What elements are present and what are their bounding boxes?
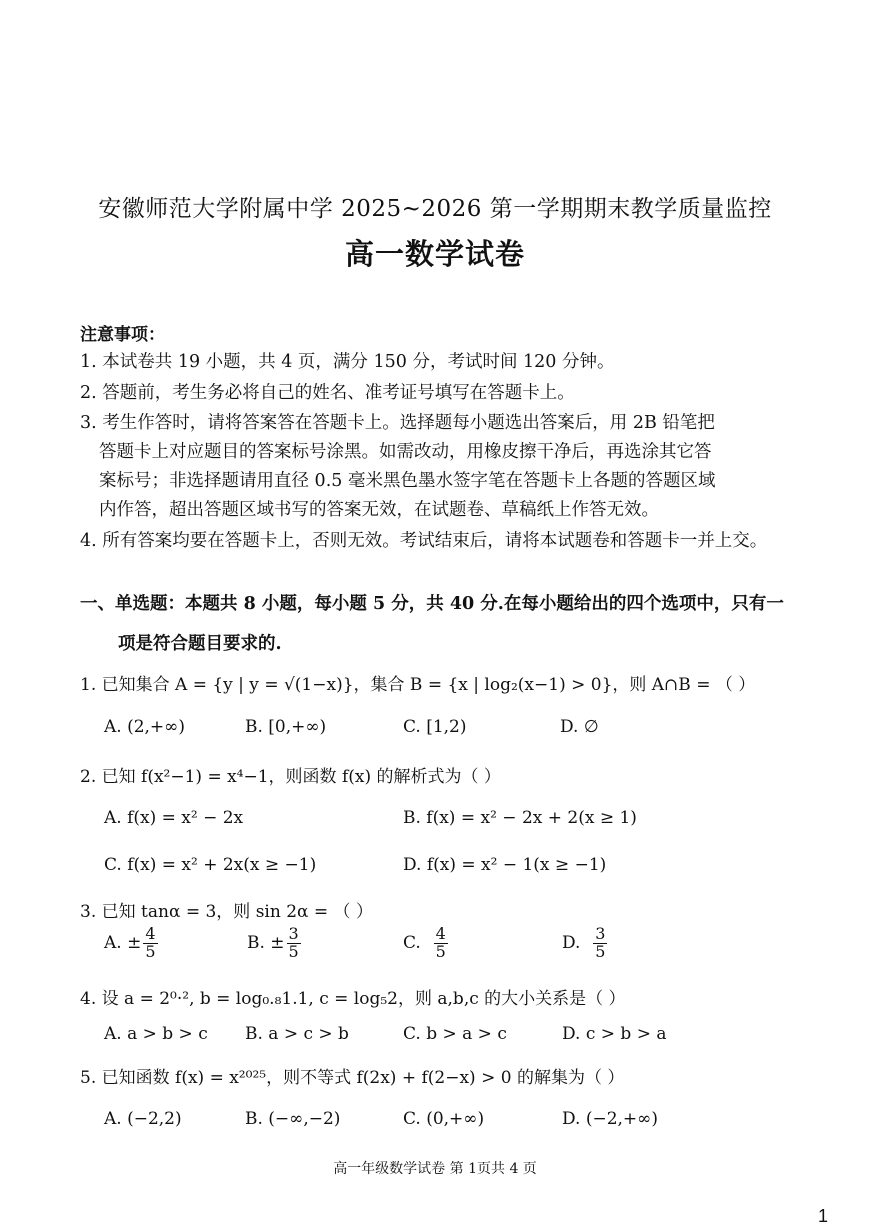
notice-item-1: 1. 本试卷共 19 小题，共 4 页，满分 150 分，考试时间 120 分钟。 [80,352,615,372]
q3-option-d-label: D. [562,932,581,953]
q3-option-a-label: A. ± [104,932,142,953]
denominator: 5 [288,941,299,961]
question-1-stem: 1. 已知集合 A = {y | y = √(1−x)}，集合 B = {x | log₂(x−1) > 0}，则 A∩B = （ ） [80,675,756,695]
question-5-stem: 5. 已知函数 f(x) = x²⁰²⁵，则不等式 f(2x) + f(2−x) > 0 的解集为（ ） [80,1068,625,1088]
notice-item-4: 4. 所有答案均要在答题卡上，否则无效。考试结束后，请将本试题卷和答题卡一并上交。 [80,531,768,551]
q3-option-c-label: C. [403,932,421,953]
question-3-stem: 3. 已知 tanα = 3，则 sin 2α = （ ） [80,902,373,922]
page-footer: 高一年级数学试卷 第 1页共 4 页 [333,1161,537,1177]
q5-option-b: B. (−∞,−2) [245,1109,341,1129]
q3-option-d-fraction [593,926,607,961]
q4-option-c: C. b > a > c [403,1024,507,1044]
q4-option-d: D. c > b > a [562,1024,667,1044]
notice-item-3-line-1: 3. 考生作答时，请将答案答在答题卡上。选择题每小题选出答案后，用 2B 铅笔把 [80,413,715,433]
q4-option-a: A. a > b > c [104,1024,208,1044]
page-number: 1 [818,1206,829,1226]
denominator: 5 [435,941,446,961]
q4-option-b: B. a > c > b [245,1024,349,1044]
q5-option-d: D. (−2,+∞) [562,1109,658,1129]
numerator: 4 [435,924,446,943]
q1-option-d: D. ∅ [560,717,599,737]
q3-option-a-fraction [143,926,157,961]
question-2-stem: 2. 已知 f(x²−1) = x⁴−1，则函数 f(x) 的解析式为（ ） [80,767,501,787]
q3-option-b-fraction [287,926,301,961]
q1-option-b: B. [0,+∞) [245,717,327,737]
denominator: 5 [595,941,606,961]
q1-option-c: C. [1,2) [403,717,467,737]
notice-item-3-line-4: 内作答，超出答题区域书写的答案无效，在试题卷、草稿纸上作答无效。 [99,500,659,520]
q2-option-c: C. f(x) = x² + 2x(x ≥ −1) [104,855,317,875]
exam-title: 高一数学试卷 [344,237,525,271]
q5-option-a: A. (−2,2) [104,1109,182,1129]
numerator: 3 [288,924,299,943]
section-heading-cont: 项是符合题目要求的. [118,634,282,654]
numerator: 4 [145,924,156,943]
q3-option-b-label: B. ± [247,932,285,953]
q3-option-b [247,926,301,961]
q3-option-d [562,926,607,961]
notice-item-3-line-2: 答题卡上对应题目的答案标号涂黑。如需改动，用橡皮擦干净后，再选涂其它答 [99,442,712,462]
school-title: 安徽师范大学附属中学 2025~2026 第一学期期末教学质量监控 [98,196,772,222]
q5-option-c: C. (0,+∞) [403,1109,485,1129]
q3-option-c-fraction [434,926,448,961]
section-heading: 一、单选题：本题共 8 小题，每小题 5 分，共 40 分.在每小题给出的四个选项中，只有一 [80,594,784,614]
q2-option-a: A. f(x) = x² − 2x [104,808,244,828]
notice-item-3-line-3: 案标号；非选择题请用直径 0.5 毫米黑色墨水签字笔在答题卡上各题的答题区域 [99,471,716,491]
notice-heading: 注意事项： [80,325,165,345]
numerator: 3 [595,924,606,943]
denominator: 5 [145,941,156,961]
q3-option-a [104,926,158,961]
question-4-stem: 4. 设 a = 2⁰·², b = log₀.₈1.1, c = log₅2，则 a,b,c 的大小关系是（ ） [80,989,626,1009]
q2-option-d: D. f(x) = x² − 1(x ≥ −1) [403,855,607,875]
notice-item-2: 2. 答题前，考生务必将自己的姓名、准考证号填写在答题卡上。 [80,383,575,403]
q1-option-a: A. (2,+∞) [104,717,185,737]
q2-option-b: B. f(x) = x² − 2x + 2(x ≥ 1) [403,808,637,828]
q3-option-c [403,926,448,961]
